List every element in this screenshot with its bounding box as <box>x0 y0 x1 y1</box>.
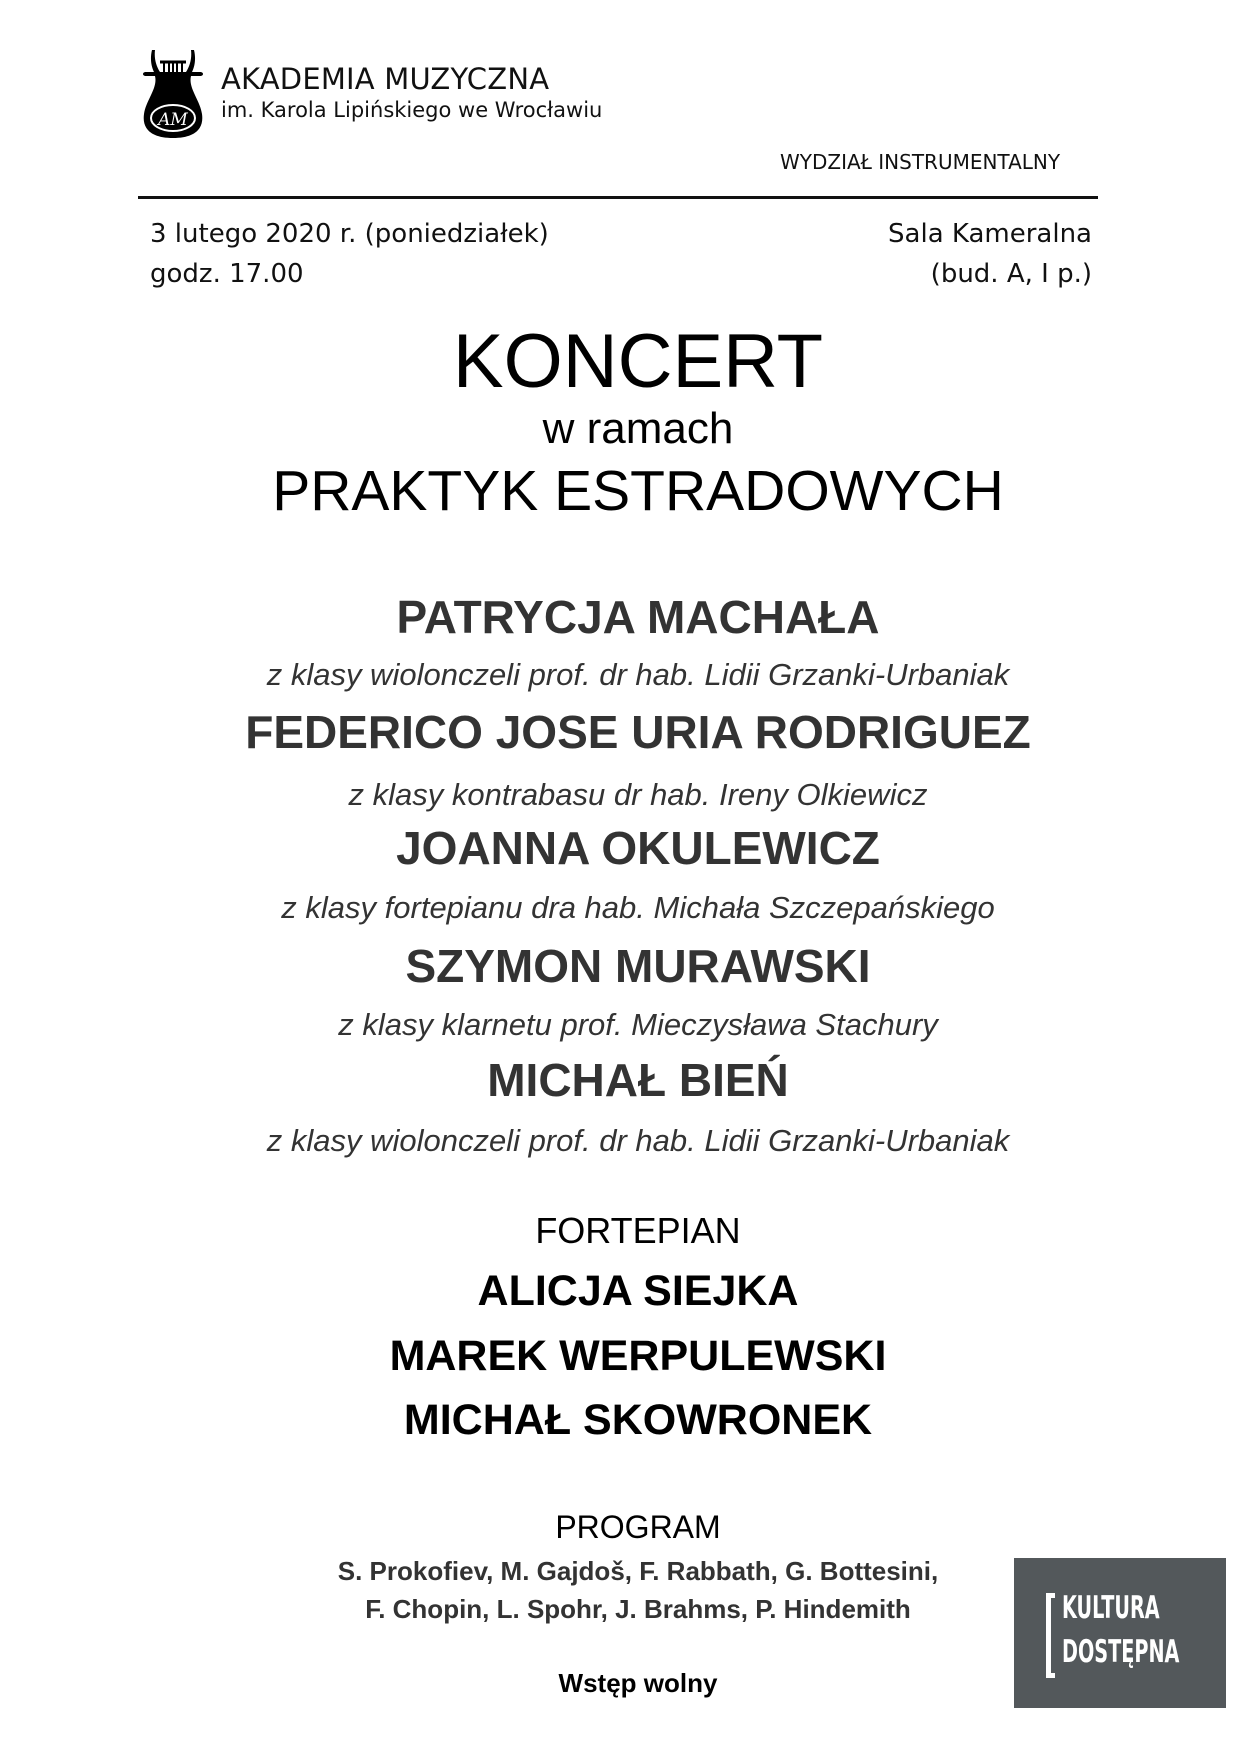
series-title: PRAKTYK ESTRADOWYCH <box>272 459 1004 523</box>
performer-name: SZYMON MURAWSKI <box>405 940 871 992</box>
title-connector: w ramach <box>542 404 734 453</box>
badge-line1: KULTURA <box>1062 1590 1160 1626</box>
performer-class: z klasy wiolonczeli prof. dr hab. Lidii Grzanki-Urbaniak <box>266 1123 1010 1158</box>
concert-title: KONCERT <box>452 319 824 404</box>
bracket-icon <box>1046 1593 1055 1678</box>
pianist-name: MAREK WERPULEWSKI <box>389 1332 887 1380</box>
admission-note: Wstęp wolny <box>558 1668 718 1698</box>
svg-text:AM: AM <box>158 110 188 130</box>
performer-name: JOANNA OKULEWICZ <box>396 822 880 874</box>
performer-class: z klasy fortepianu dra hab. Michała Szczepańskiego <box>281 890 995 925</box>
event-time: godz. 17.00 <box>150 259 304 289</box>
institution-subtitle: im. Karola Lipińskiego we Wrocławiu <box>221 98 603 122</box>
accompaniment-label: FORTEPIAN <box>535 1210 741 1251</box>
event-datetime <box>150 214 549 294</box>
composers-line: F. Chopin, L. Spohr, J. Brahms, P. Hindemith <box>365 1594 911 1624</box>
kultura-dostepna-logo <box>1014 1558 1226 1708</box>
lyre-icon <box>138 48 208 140</box>
pianist-name: ALICJA SIEJKA <box>477 1267 799 1315</box>
venue-name: Sala Kameralna <box>888 219 1092 249</box>
performer-name: MICHAŁ BIEŃ <box>487 1054 789 1106</box>
venue-detail: (bud. A, I p.) <box>930 259 1092 289</box>
pianist-name: MICHAŁ SKOWRONEK <box>403 1396 873 1444</box>
composers-line: S. Prokofiev, M. Gajdoš, F. Rabbath, G. Bottesini, <box>337 1556 939 1586</box>
performer-name: PATRYCJA MACHAŁA <box>396 591 880 643</box>
event-venue <box>888 214 1092 294</box>
header-divider <box>138 196 1098 199</box>
performer-name: FEDERICO JOSE URIA RODRIGUEZ <box>245 706 1031 758</box>
badge-line2: DOSTĘPNA <box>1062 1634 1180 1670</box>
institution-name: AKADEMIA MUZYCZNA <box>221 62 550 96</box>
program-label: PROGRAM <box>555 1509 721 1545</box>
performer-class: z klasy kontrabasu dr hab. Ireny Olkiewicz <box>348 777 928 812</box>
performer-class: z klasy klarnetu prof. Mieczysława Stachury <box>338 1007 938 1042</box>
faculty-name: WYDZIAŁ INSTRUMENTALNY <box>780 150 1061 174</box>
performer-class: z klasy wiolonczeli prof. dr hab. Lidii Grzanki-Urbaniak <box>266 657 1010 692</box>
event-date: 3 lutego 2020 r. (poniedziałek) <box>150 219 549 249</box>
